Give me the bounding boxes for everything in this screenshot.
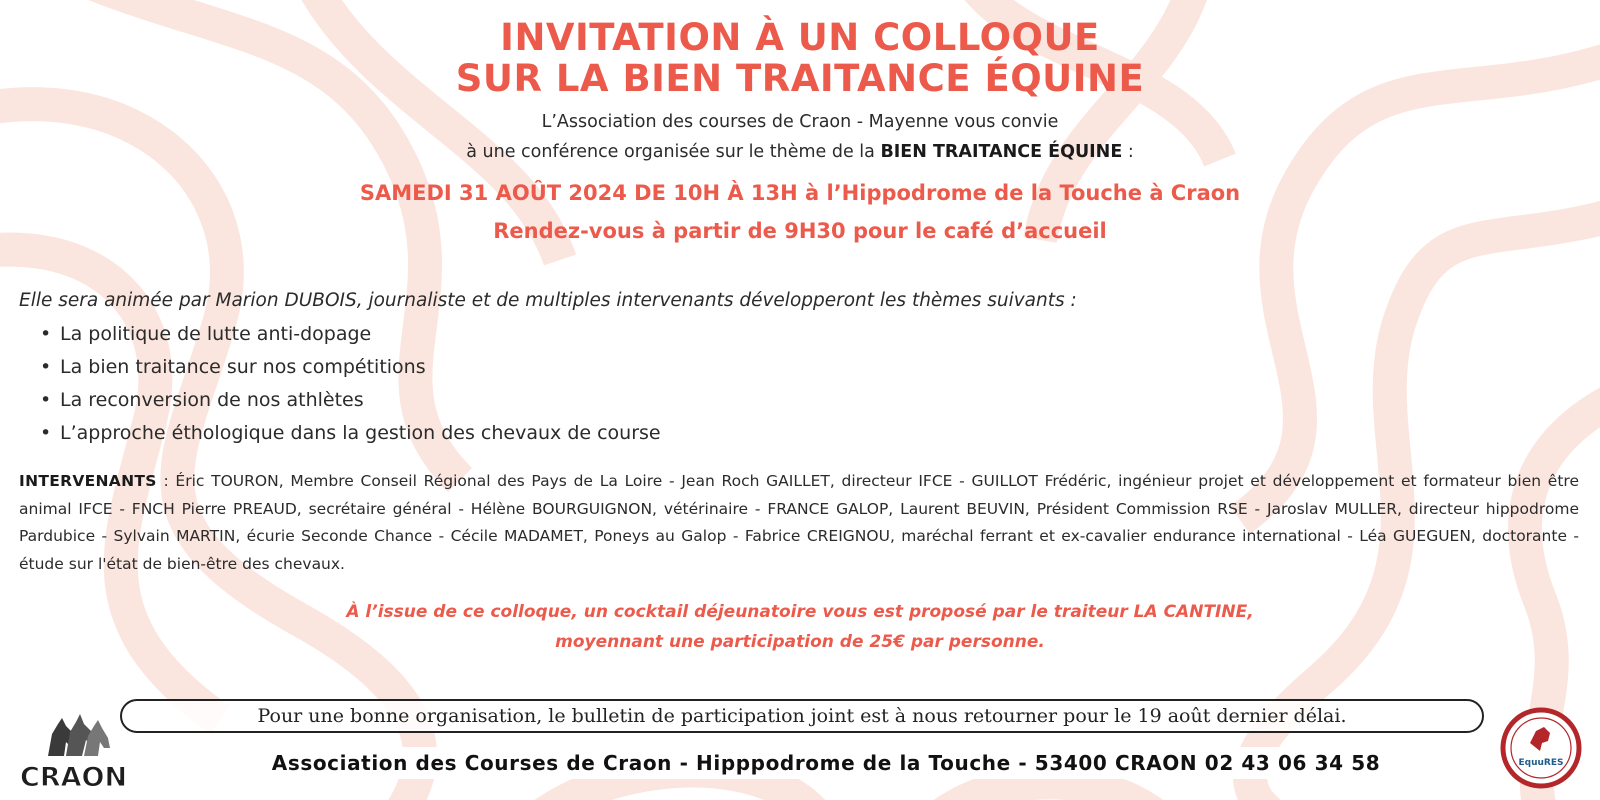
intro-line-2-text: à une conférence organisée sur le thème de la	[466, 142, 881, 162]
list-item	[40, 318, 661, 351]
bullet-icon: •	[40, 422, 52, 444]
equures-logo	[1500, 707, 1582, 789]
title-line-1: INVITATION À UN COLLOQUE	[500, 16, 1100, 59]
speakers-text: : Éric TOURON, Membre Conseil Régional des Pays de La Loire - Jean Roch GAILLET, directeur IFCE - GUILLOT Frédéric, ingénieur projet et développement et formateur bien être animal IFCE - FNCH Pierre PREAUD, secrétaire général - Hélène BOURGUIGNON, vétérinaire - FRANCE GALOP, Laurent BEUVIN, Président Commission RSE - Jaroslav MULLER, directeur hippodrome Pardubice - Sylvain MARTIN, écurie Seconde Chance - Cécile MADAMET, Poneys au Galop - Fabrice CREIGNOU, maréchal ferrant et ex-cavalier endurance international - Léa GUEGUEN, doctorante - étude sur l'état de bien-être des chevaux.	[19, 472, 1579, 573]
intro-line-2	[0, 142, 1600, 162]
theme-label: La politique de lutte anti-dopage	[60, 323, 372, 345]
theme-label: L’approche éthologique dans la gestion des chevaux de course	[60, 422, 661, 444]
equures-label-icon	[1503, 710, 1579, 786]
cocktail-line-1: À l’issue de ce colloque, un cocktail déjeunatoire vous est proposé par le traiteur LA CANTINE,	[346, 602, 1254, 622]
bullet-icon: •	[40, 356, 52, 378]
horse-heads-icon	[48, 714, 110, 756]
list-item	[40, 417, 661, 450]
speakers-paragraph	[19, 468, 1579, 578]
footer-contact: Association des Courses de Craon - Hipppodrome de la Touche - 53400 CRAON 02 43 06 34 58	[210, 747, 1442, 779]
craon-logo-text: CRAON	[20, 762, 128, 792]
bullet-icon: •	[40, 389, 52, 411]
list-item	[40, 351, 661, 384]
event-meeting-time: Rendez-vous à partir de 9H30 pour le café d’accueil	[493, 219, 1107, 243]
bullet-icon: •	[40, 323, 52, 345]
intro-line-1: L’Association des courses de Craon - Mayenne vous convie	[541, 112, 1059, 132]
cocktail-line-2: moyennant une participation de 25€ par personne.	[555, 632, 1045, 652]
equures-logo-text: EquuRES	[1518, 758, 1564, 768]
program-lead: Elle sera animée par Marion DUBOIS, journaliste et de multiples intervenants développeront les thèmes suivants :	[19, 290, 1077, 311]
title-line-2: SUR LA BIEN TRAITANCE ÉQUINE	[455, 57, 1145, 100]
speakers-label: INTERVENANTS	[19, 472, 157, 490]
intro-line-2-suffix: :	[1122, 142, 1134, 162]
list-item	[40, 384, 661, 417]
craon-logo	[18, 712, 148, 792]
event-date: SAMEDI 31 AOÛT 2024 DE 10H À 13H à l’Hippodrome de la Touche à Craon	[359, 181, 1241, 205]
theme-label: La reconversion de nos athlètes	[60, 389, 364, 411]
intro-theme-bold: BIEN TRAITANCE ÉQUINE	[880, 142, 1123, 162]
themes-list	[40, 318, 661, 450]
theme-label: La bien traitance sur nos compétitions	[60, 356, 426, 378]
registration-note: Pour une bonne organisation, le bulletin de participation joint est à nous retourner pour le 19 août dernier délai.	[120, 699, 1484, 733]
